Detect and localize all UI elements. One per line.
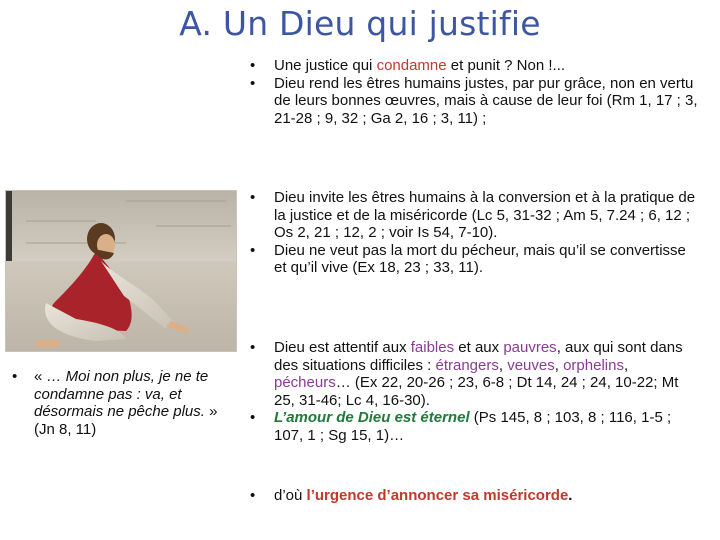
bullet-item [250,242,700,277]
page-title: A. Un Dieu qui justifie [179,4,541,43]
text-run: , aux qui sont dans des situations difficiles : [274,339,683,374]
bullet-marker: • [250,487,256,504]
text-run: et aux [454,339,504,356]
text-run: . [568,487,573,504]
bullet-item [250,409,700,444]
jesus-kneeling-image [5,190,237,352]
text-run: (Ps 145, 8 ; 103, 8 ; 116, 1-5 ; 107, 1 ; Sg 15, 1)… [274,409,672,444]
quote-open: « [34,368,47,385]
bullet-text: Dieu ne veut pas la mort du pécheur, mais qu’il se convertisse et qu’il vive (Ex 18, 23 ; 33, 11). [274,241,686,276]
highlight-veuves: veuves [507,356,555,374]
bullet-item [250,189,700,242]
quote-italic: … Moi non plus, je ne te condamne pas : va, et désormais ne pêche plus. [34,368,209,420]
highlight-amour-eternel: L’amour de Dieu est éternel [274,409,470,426]
quote-item [12,368,232,438]
text-run: Dieu est attentif aux [274,339,411,356]
bullet-item [250,339,700,409]
text-run: d’où [274,487,307,504]
bullet-group-conversion [250,189,700,277]
highlight-faibles: faibles [410,339,455,356]
highlight-etrangers: étrangers [435,356,499,374]
highlight-condamne: condamne [376,57,447,74]
bullet-group-urgence [250,487,700,505]
bullet-text: Dieu invite les êtres humains à la conversion et à la pratique de la justice et de la miséricorde (Lc 5, 31-32 ; Am 5, 7.24 ; 6, 12 ; Os 2, 21 ; 12, 2 ; voir Is 54, 7-10). [274,189,696,241]
jesus-kneeling-illustration [6,191,236,351]
highlight-pecheurs: pécheurs [274,374,336,391]
text-run: et punit ? Non !... [446,57,566,74]
bullet-marker: • [250,241,256,259]
bullet-item [250,487,700,505]
text-run: , [498,356,508,374]
highlight-pauvres: pauvres [503,339,557,356]
highlight-orphelins: orphelins [563,356,624,374]
text-run: , [623,356,629,374]
highlight-urgence: l’urgence d’annoncer sa miséricorde [306,487,569,504]
bullet-marker: • [250,339,256,356]
text-run: Une justice qui [274,57,377,74]
bullet-text: Dieu rend les êtres humains justes, par pur grâce, non en vertu de leurs bonnes œuvres, mais à cause de leur foi (Rm 1, 17 ; 3, 21-28 ; 9, 32 ; Ga 2, 16 ; 3, 11) ; [274,74,698,127]
bullet-item [250,75,700,128]
bullet-group-attentive [250,339,700,444]
bullet-marker: • [250,409,256,426]
bullet-marker: • [250,189,256,206]
text-run: … (Ex 22, 20-26 ; 23, 6-8 ; Dt 14, 24 ; 24, 10-22; Mt 25, 31-46; Lc 4, 16-30). [274,374,679,409]
bullet-text [274,57,700,75]
quote-block [12,368,232,438]
bullet-text [274,409,700,444]
bullet-marker: • [12,368,18,385]
bullet-marker: • [250,57,256,74]
quote-text [34,368,232,438]
bullet-text [274,339,700,409]
bullet-text [274,487,700,505]
quote-reference: » (Jn 8, 11) [34,403,218,438]
text-run: , [554,356,564,374]
bullet-item [250,57,700,75]
bullet-group-justice [250,57,700,127]
bullet-marker: • [250,74,256,92]
